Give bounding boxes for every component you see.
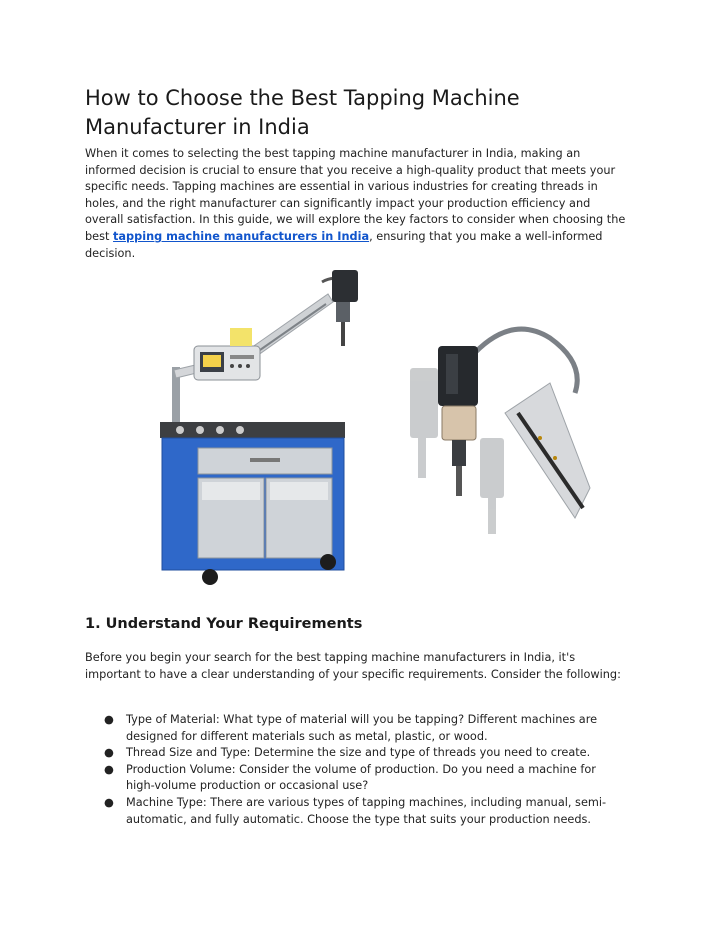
section-heading-requirements: 1. Understand Your Requirements [85,616,363,632]
control-panel [194,346,260,380]
requirements-paragraph: Before you begin your search for the best tapping machine manufacturers in India, it's important to have a clear understanding of your specific requirements. Consider the following: [85,651,621,681]
bullet-icon: ● [104,762,114,776]
blue-cabinet [162,438,344,570]
list-item [85,712,625,745]
intro-text-before: When it comes to selecting the best tapping machine manufacturer in India, making an informed decision is crucial to ensure that you receive a high-quality product that meets your specific needs. Tapping machines are essential in various industries for creating threads in holes, and the right manufacturer can significantly impact your production efficiency and overall satisfaction. In this guide, we will explore the key factors to consider when choosing the best [85,147,626,243]
requirements-list [85,712,625,828]
list-item-text: Machine Type: There are various types of tapping machines, including manual, semi-automatic, and fully automatic. Choose the type that suits your production needs. [126,795,607,826]
tapping-head-closeup-image [400,318,595,543]
guide-arm [505,383,590,518]
intro-paragraph [85,146,630,262]
bullet-icon: ● [104,713,114,726]
tapping-head [332,270,358,346]
list-item-text: Type of Material: What type of material will you be tapping? Different machines are designed for different materials such as metal, plastic, or wood. [126,713,598,743]
intro-text-after: , ensuring that you make a well-informed decision. [85,229,603,260]
bullet-icon: ● [104,746,114,760]
list-item-text: Thread Size and Type: Determine the size and type of threads you need to create. [126,746,591,760]
motor-head [438,346,478,496]
tapping-machine-cabinet-image [150,262,380,597]
list-item [85,762,625,795]
list-item [85,795,625,828]
bullet-icon: ● [104,795,114,809]
page-title: How to Choose the Best Tapping Machine Manufacturer in India [85,86,520,139]
list-item-text: Production Volume: Consider the volume of production. Do you need a machine for high-volume production or occasional use? [126,762,596,793]
list-item [85,745,625,762]
manufacturers-link[interactable]: tapping machine manufacturers in India [113,229,370,243]
